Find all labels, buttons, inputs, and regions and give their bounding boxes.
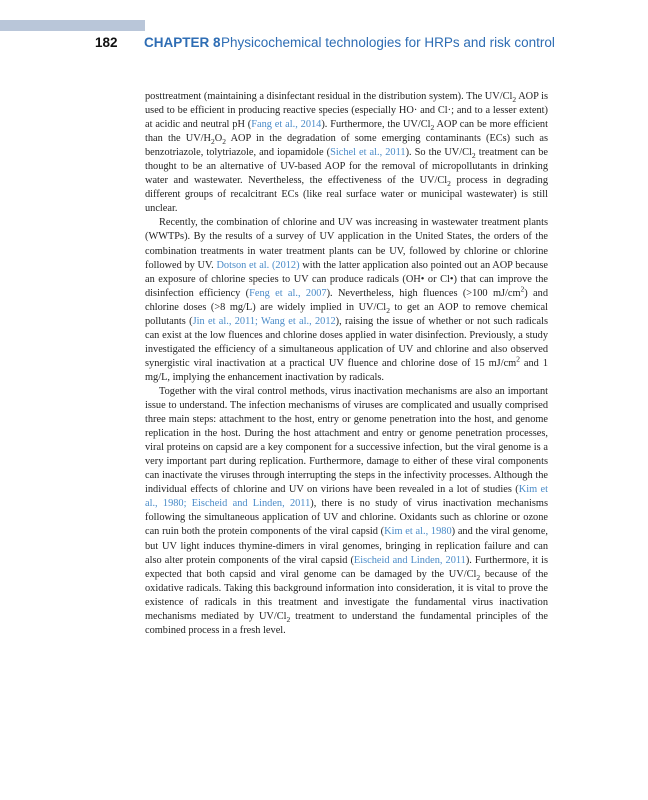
subscript: 2: [286, 614, 291, 624]
text-run: ), raising the issue of whether or not such radicals can exist at the low fluences and chlorine doses applied in water disinfection. Previously, a study investigated the efficiency of a simultaneous application of UV and chlorine and also observed synergistic viral inactivation at a practical UV fluence and chlorine dose of 15 mJ/cm: [145, 315, 548, 369]
text-run: AOP can be more efficient than the UV/H: [145, 119, 548, 145]
citation-link[interactable]: Feng et al., 2007: [249, 287, 327, 299]
text-run: process in degrading different groups of recalcitrant ECs (like real surface water or municipal wastewater) is still unclear.: [145, 175, 548, 215]
citation-link[interactable]: Sichel et al., 2011: [330, 147, 406, 159]
subscript: 2: [386, 305, 390, 315]
citation-link[interactable]: Jin et al., 2011; Wang et al., 2012: [192, 315, 336, 327]
subscript: 2: [430, 123, 435, 133]
text-run: and 1 mg/L, implying the enhancement inactivation by radicals.: [145, 357, 549, 383]
text-run: because of the oxidative radicals. Taking this background information into consideration, it is vital to prove the existence of radicals in this treatment and investigate the fundamental virus inactivation mechanisms mediated by UV/Cl: [145, 568, 549, 622]
text-run: treatment can be thought to be an alternative of UV-based AOP for the removal of micropollutants in drinking water and wastewater. Nevertheless, the effectiveness of the UV/Cl: [145, 147, 548, 187]
citation-link[interactable]: Dotson et al. (2012): [216, 259, 300, 271]
body-text: [145, 90, 548, 638]
citation-link[interactable]: Eischeid and Linden, 2011: [353, 554, 466, 566]
subscript: 2: [476, 572, 481, 582]
subscript: 2: [471, 151, 476, 161]
subscript: 2: [512, 95, 517, 105]
chapter-title: Physicochemical technologies for HRPs and risk control: [221, 35, 555, 50]
text-run: AOP in the degradation of some emerging contaminants (ECs) such as benzotriazole, tolytriazole, and iopamidole (: [145, 133, 548, 159]
text-run: treatment to understand the fundamental principles of the combined process in a fresh level.: [145, 610, 548, 636]
citation-link[interactable]: Kim et al., 1980: [384, 526, 452, 538]
text-run: ). Furthermore, it is expected that both capsid and viral genome can be damaged by the UV/Cl: [145, 554, 548, 580]
text-run: ), there is no study of virus inactivation mechanisms following the simultaneous application of UV and chlorine. Oxidants such as chlorine or ozone can ruin both the protein components of the viral capsid (: [145, 498, 548, 538]
text-run: Recently, the combination of chlorine and UV was increasing in wastewater treatment plants (WWTPs). By the results of a survey of UV application in the United States, the orders of the combination treatments in water treatment plants can be UV, followed by chlorine or chlorine followed by UV.: [145, 217, 548, 271]
text-run: O: [214, 133, 223, 145]
subscript: 2: [222, 137, 226, 147]
text-run: with the latter application also pointed out an AOP because an exposure of chlorine species to UV can produce radicals (OH• or Cl•) that can improve the disinfection efficiency (: [145, 259, 548, 299]
subscript: 2: [211, 137, 215, 147]
text-run: ). Furthermore, the UV/Cl: [321, 119, 431, 131]
superscript: 2: [516, 354, 520, 364]
text-run: ). Nevertheless, high fluences (>100 mJ/cm: [326, 287, 521, 299]
text-run: posttreatment (maintaining a disinfectant residual in the distribution system). The UV/Cl: [145, 91, 513, 102]
header-accent-bar: [0, 20, 145, 31]
paragraph-3: [145, 385, 548, 638]
citation-link[interactable]: Kim et al., 1980; Eischeid and Linden, 2011: [145, 484, 548, 510]
text-run: ) and chlorine doses (>8 mg/L) are widely implied in UV/Cl: [145, 287, 548, 313]
text-run: AOP is used to be efficient in producing reactive species (especially HO· and Cl·; and to a lesser extent) at acidic and neutral pH (: [145, 91, 548, 131]
running-header: [95, 35, 645, 55]
subscript: 2: [447, 179, 451, 189]
text-run: to get an AOP to remove chemical pollutants (: [145, 301, 548, 327]
text-run: Together with the viral control methods, virus inactivation mechanisms are also an important issue to understand. The infection mechanisms of viruses are complicated and usually comprised three main steps: attachment to the host, entry or genome penetration into the host, and genome replication in the host. During the host attachment and entry or genome penetration processes, viral proteins on capsid are a key component for a successive infection, but the viral genome is a very important part during replication. Furthermore, damage to either of these viral components can inactivate the viruses through interrupting the steps in the infectivity processes. Although the individual effects of chlorine and UV on virions have been revealed in a lot of studies (: [145, 385, 548, 496]
paragraph-2: [145, 216, 548, 385]
page-number: 182: [95, 35, 118, 50]
text-run: ). So the UV/Cl: [405, 147, 472, 159]
superscript: 2: [520, 284, 525, 294]
chapter-label: CHAPTER 8: [144, 35, 221, 50]
text-run: ) and the viral genome, but UV light induces thymine-dimers in viral genomes, bringing in replication failure and can also alter protein components of the viral capsid (: [145, 526, 549, 566]
paragraph-1: [145, 90, 548, 216]
citation-link[interactable]: Fang et al., 2014: [251, 119, 322, 131]
